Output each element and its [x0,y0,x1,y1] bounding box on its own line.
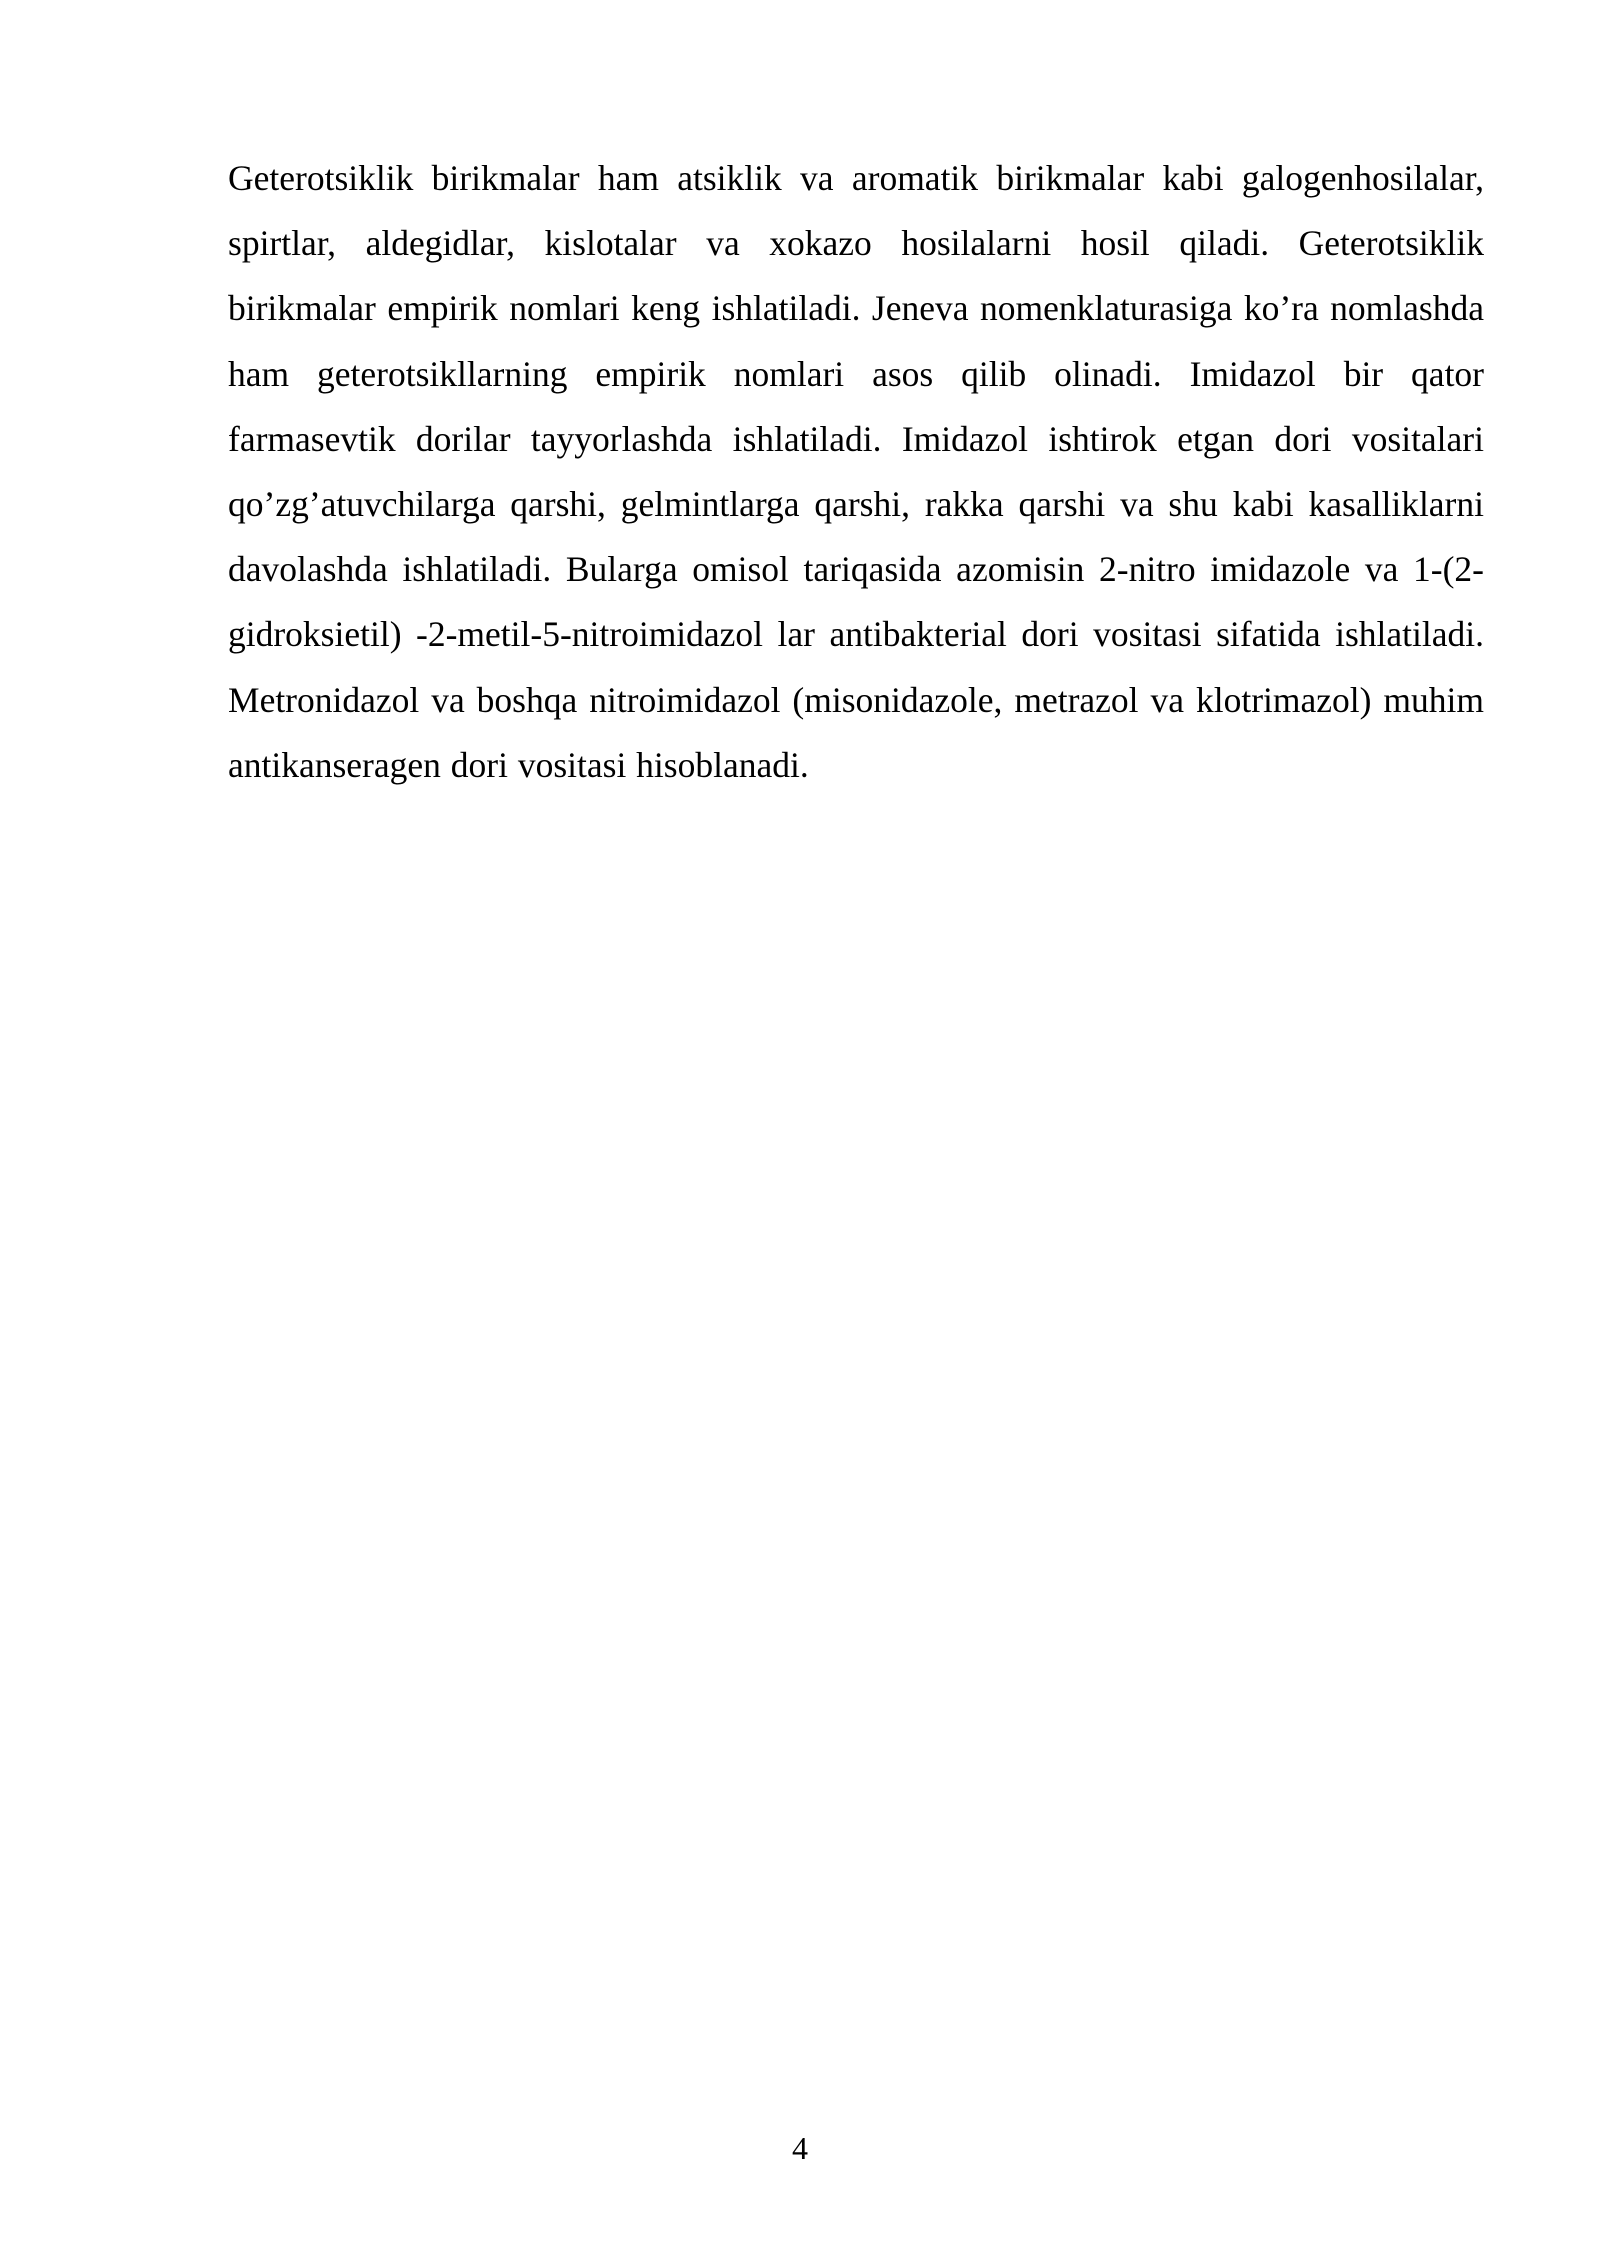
page-number: 4 [792,2130,808,2166]
body-paragraph: Geterotsiklik birikmalar ham atsiklik va aromatik birikmalar kabi galogenhosilalar, spirtlar, aldegidlar, kislotalar va xokazo hosilalarni hosil qiladi. Geterotsiklik birikmalar empirik nomlari keng ishlatiladi. Jeneva nomenklaturasiga ko’ra nomlashda ham geterotsikllarning empirik nomlari asos qilib olinadi. Imidazol bir qator farmasevtik dorilar tayyorlashda ishlatiladi. Imidazol ishtirok etgan dori vositalari qo’zg’atuvchilarga qarshi, gelmintlarga qarshi, rakka qarshi va shu kabi kasalliklarni davolashda ishlatiladi. Bularga omisol tariqasida azomisin 2-nitro imidazole va 1-(2-gidroksietil) -2-metil-5-nitroimidazol lar antibakterial dori vositasi sifatida ishlatiladi. Metronidazol va boshqa nitroimidazol (misonidazole, metrazol va klotrimazol) muhim antikanseragen dori vositasi hisoblanadi. [228,158,1484,785]
